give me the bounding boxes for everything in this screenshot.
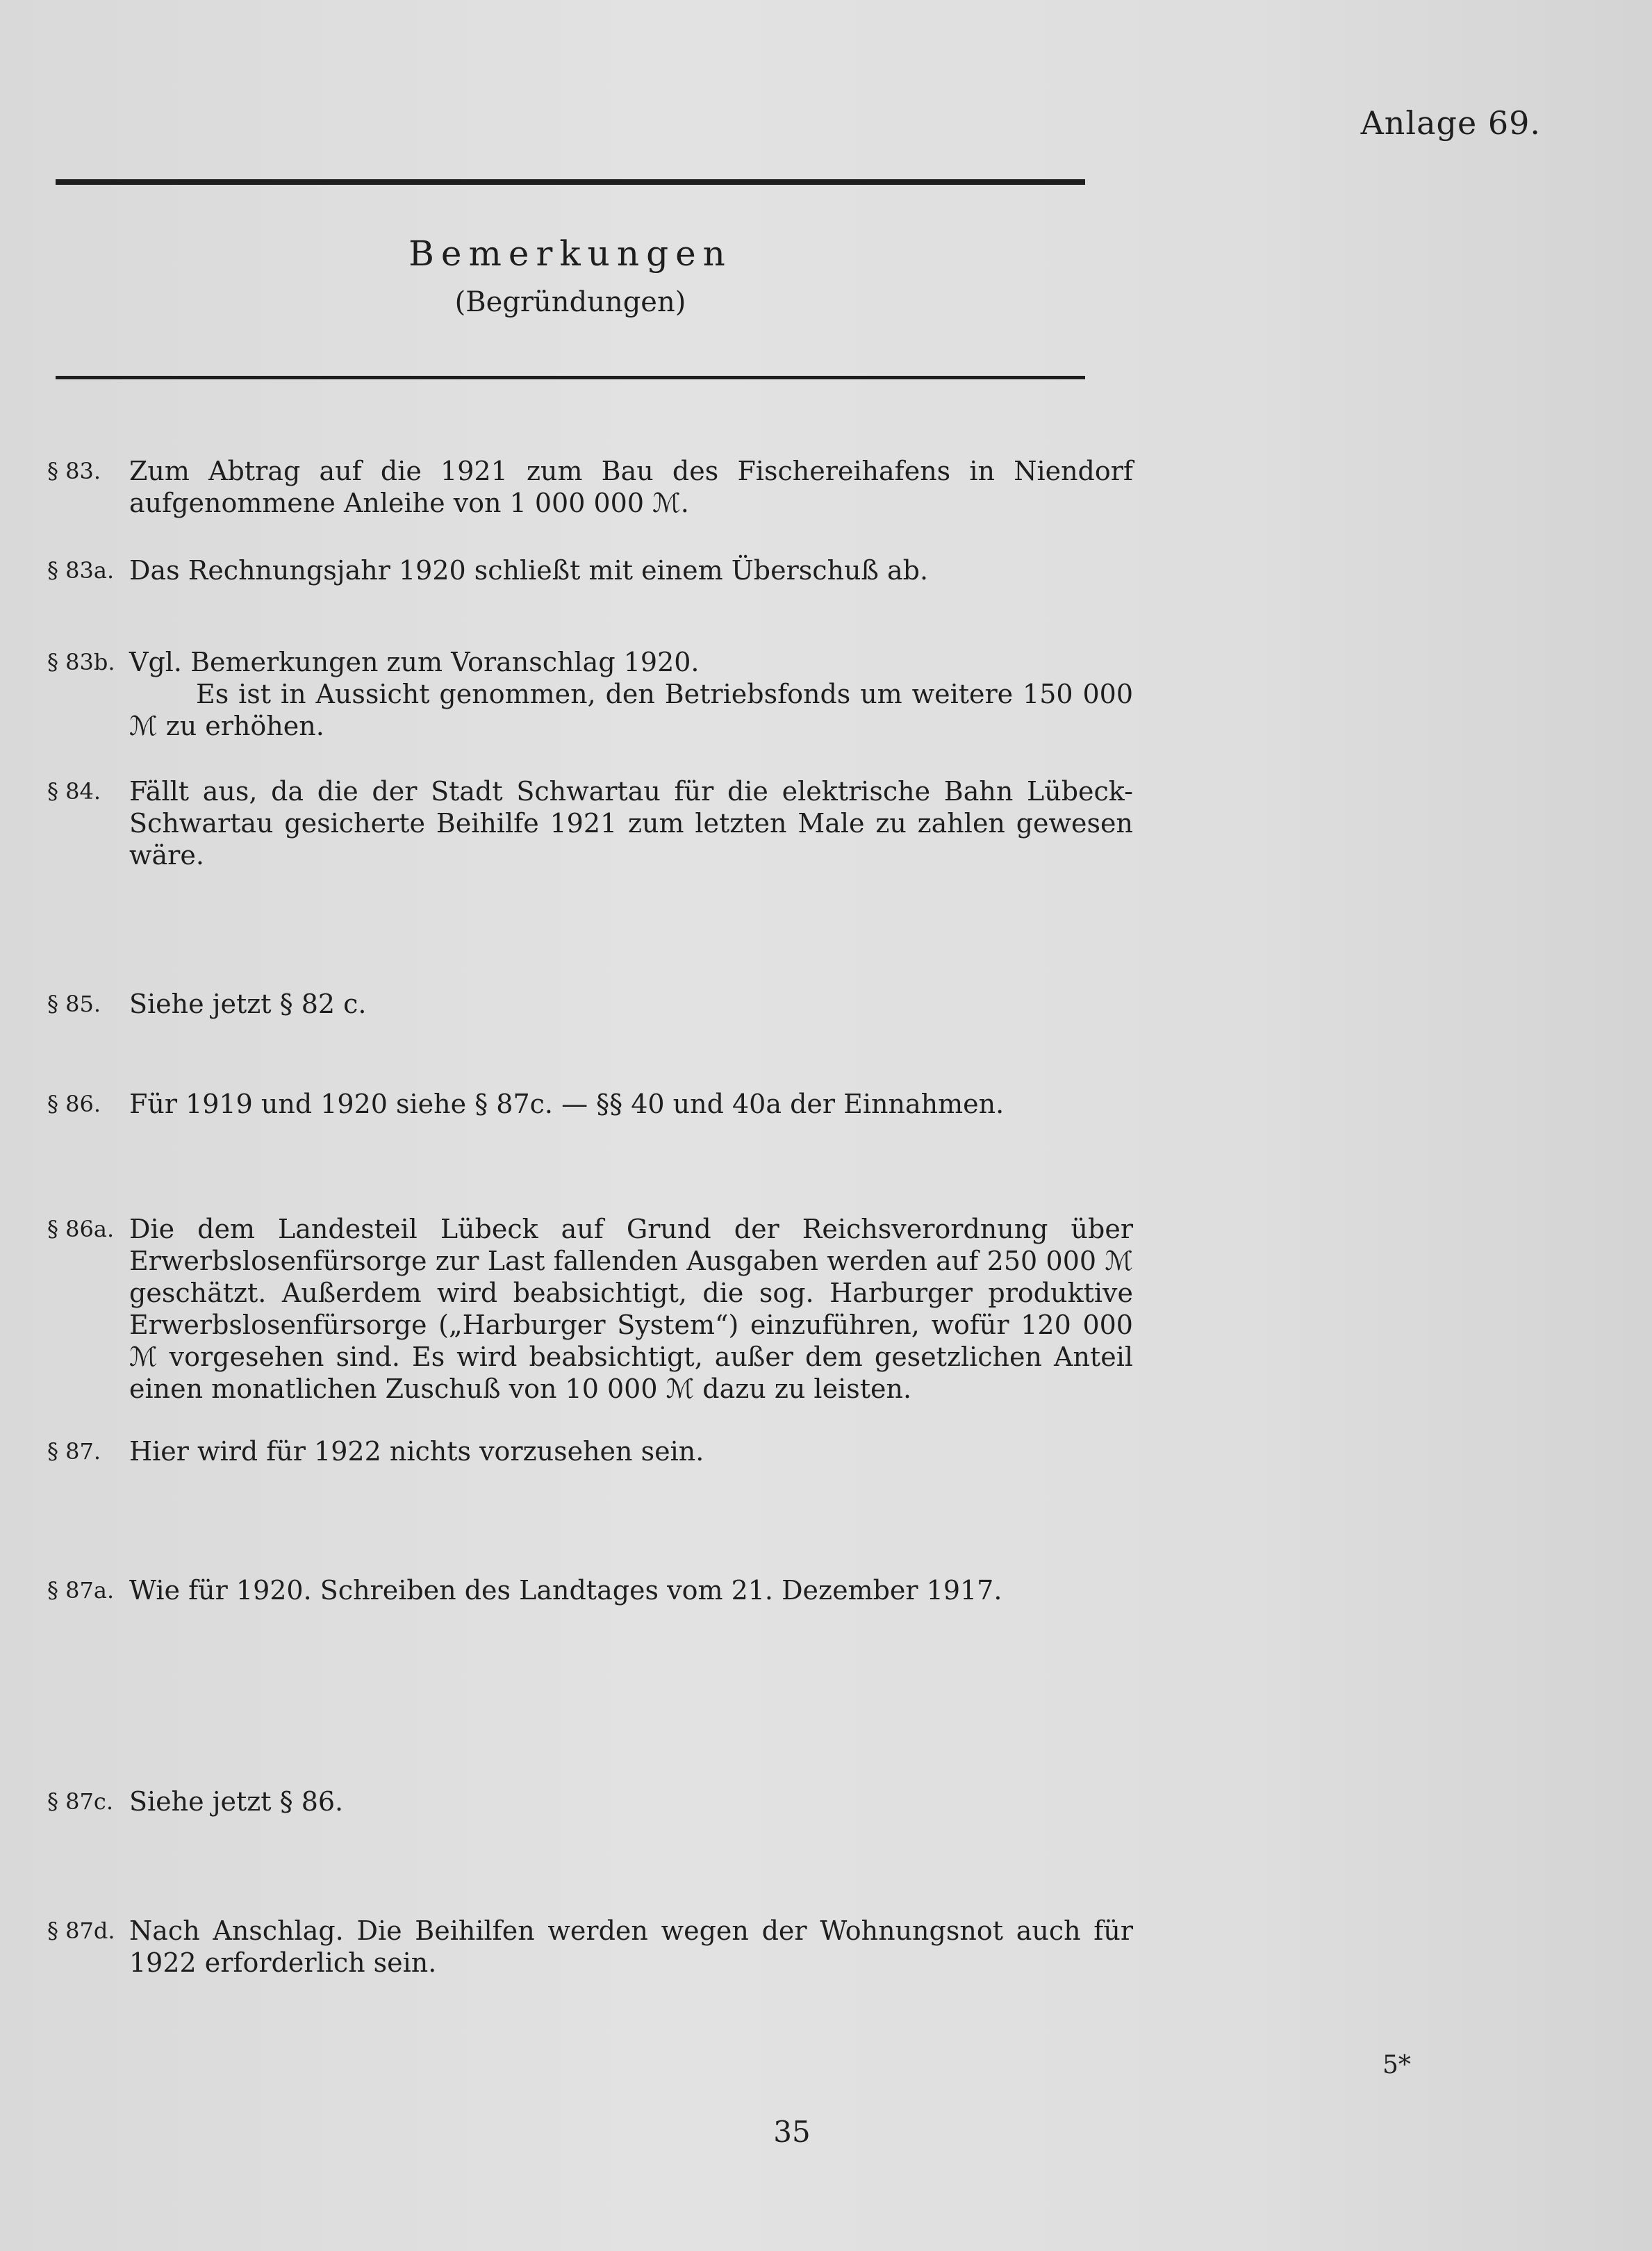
paragraph-text — [129, 455, 1133, 519]
heading-title: Bemerkungen — [408, 233, 732, 274]
paragraph-line: Fällt aus, da die der Stadt Schwartau für die elektrische Bahn Lübeck-Schwartau gesicherte Beihilfe 1921 zum letzten Male zu zahlen gewesen wäre. — [129, 776, 1133, 871]
header-rule-top — [56, 179, 1085, 185]
paragraph-text — [129, 775, 1133, 871]
paragraph-number: § 87d. — [47, 1918, 115, 1944]
annex-label: Anlage 69. — [1360, 104, 1541, 142]
paragraph-line: Nach Anschlag. Die Beihilfen werden wegen der Wohnungsnot auch für 1922 erforderlich sein. — [129, 1915, 1133, 1978]
paragraph-text — [129, 1088, 1133, 1120]
paragraph-line: Siehe jetzt § 82 c. — [129, 989, 367, 1019]
paragraph-number: § 83a. — [47, 557, 115, 584]
paragraph-number: § 87c. — [47, 1788, 113, 1815]
paragraph-text — [129, 1786, 1133, 1817]
paragraph-text — [129, 988, 1133, 1020]
paragraph-line: Für 1919 und 1920 siehe § 87c. — §§ 40 und 40a der Einnahmen. — [129, 1089, 1005, 1119]
page-number: 35 — [773, 2115, 811, 2149]
sheet-signature: 5* — [1382, 2051, 1411, 2079]
paragraph-line: Siehe jetzt § 86. — [129, 1786, 344, 1817]
paragraph-number: § 86a. — [47, 1216, 115, 1242]
heading-subtitle: (Begründungen) — [454, 286, 686, 318]
paragraph-text — [129, 1213, 1133, 1405]
paragraph-text — [129, 1435, 1133, 1467]
paragraph-line: Wie für 1920. Schreiben des Landtages vom 21. Dezember 1917. — [129, 1575, 1002, 1606]
paragraph-text — [129, 1574, 1133, 1606]
paragraph-line: Hier wird für 1922 nichts vorzusehen sein. — [129, 1436, 704, 1467]
paragraph-number: § 87a. — [47, 1577, 115, 1603]
paragraph-number: § 86. — [47, 1091, 101, 1117]
paragraph-text — [129, 554, 1133, 586]
paragraph-line: Die dem Landesteil Lübeck auf Grund der Reichsverordnung über Erwerbslosenfürsorge zur Last fallenden Ausgaben werden auf 250 000 ℳ geschätzt. Außerdem wird beabsichtigt, die sog. Harburger produktive Erwerbslosenfürsorge („Harburger System“) einzuführen, wofür 120 000 ℳ vorgesehen sind. Es wird beabsichtigt, außer dem gesetzlichen Anteil einen monatlichen Zuschuß von 10 000 ℳ dazu zu leisten. — [129, 1214, 1133, 1404]
paragraph-number: § 87. — [47, 1438, 101, 1465]
paragraph-number: § 85. — [47, 991, 101, 1017]
paragraph-number: § 84. — [47, 778, 101, 805]
paragraph-number: § 83. — [47, 458, 101, 484]
paragraph-text — [129, 1915, 1133, 1979]
paragraph-number: § 83b. — [47, 649, 115, 675]
paragraph-line: Vgl. Bemerkungen zum Voranschlag 1920. — [129, 647, 700, 677]
paragraph-line: Das Rechnungsjahr 1920 schließt mit einem Überschuß ab. — [129, 555, 929, 586]
paragraph-text — [129, 646, 1133, 742]
header-rule-bottom — [56, 376, 1085, 379]
paragraph-line: Zum Abtrag auf die 1921 zum Bau des Fischereihafens in Niendorf aufgenommene Anleihe von 1 000 000 ℳ. — [129, 456, 1133, 518]
paragraph-line: Es ist in Aussicht genommen, den Betriebsfonds um weitere 150 000 ℳ zu erhöhen. — [129, 679, 1133, 741]
